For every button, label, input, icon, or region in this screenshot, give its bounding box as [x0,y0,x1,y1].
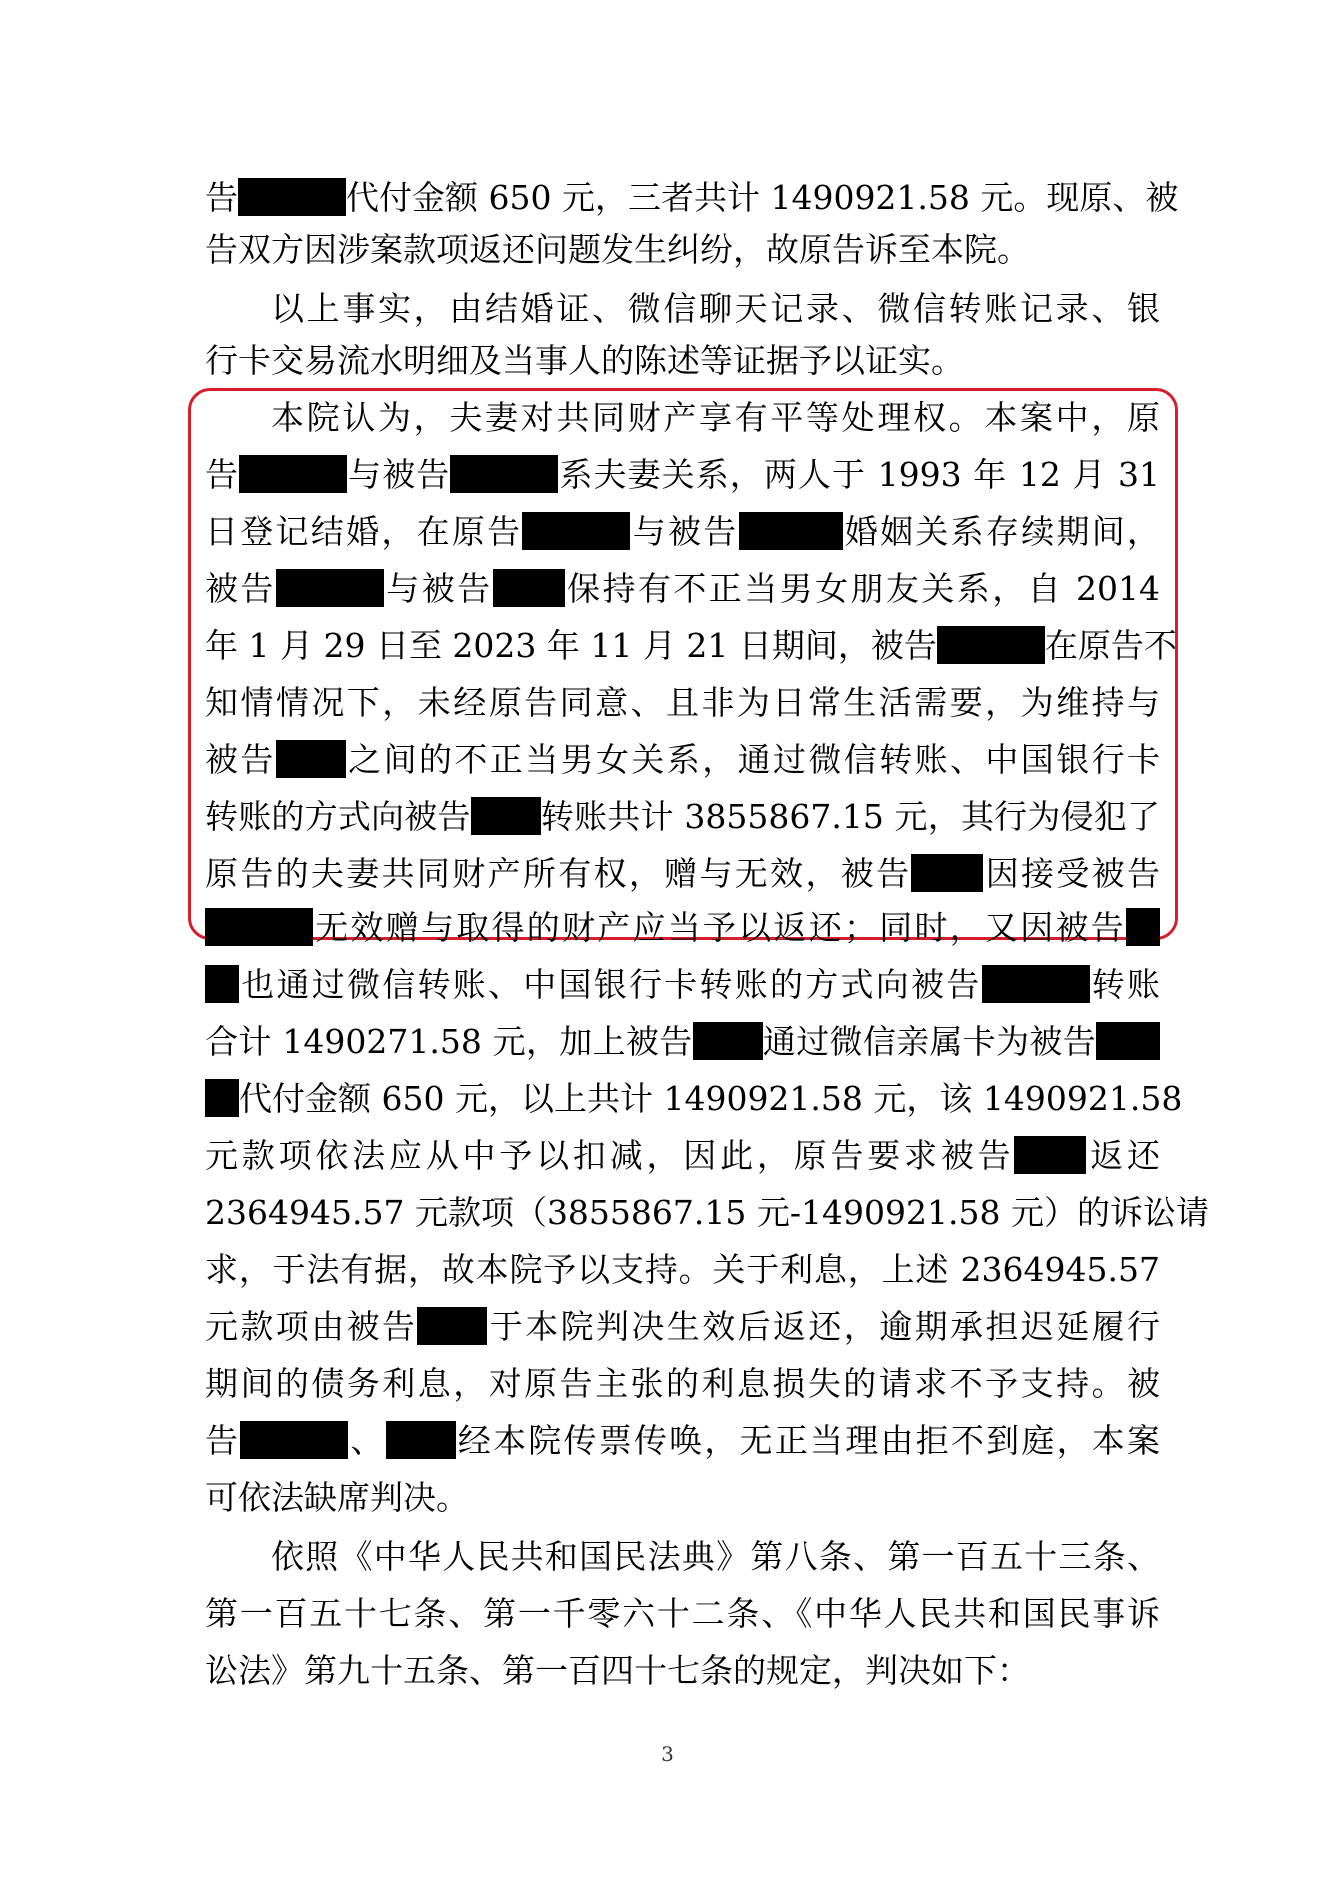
text-segment: 也通过微信转账、中国银行卡转账的方式向被告 [239,965,982,1004]
redaction-block [205,1079,239,1117]
text-segment: 在原告不 [1044,626,1177,665]
text-segment: 本院认为，夫妻对共同财产享有平等处理权。本案中，原 [271,398,1160,437]
text-line [205,224,1160,276]
text-line [205,734,1160,786]
text-segment: 行卡交易流水明细及当事人的陈述等证据予以证实。 [205,341,964,380]
text-line [205,506,1160,558]
text-line [205,1244,1160,1296]
text-segment: 、 [348,1421,386,1460]
text-line [271,283,1160,335]
text-segment: 经本院传票传唤，无正当理由拒不到庭，本案 [455,1421,1161,1460]
redaction-block [205,965,239,1003]
text-segment: 期间的债务利息，对原告主张的利息损失的请求不予支持。被 [205,1364,1160,1403]
text-segment: 元款项由被告 [205,1307,418,1346]
text-segment: 被告 [205,740,276,779]
redaction-block [493,569,565,607]
redaction-block [205,908,313,946]
text-line [205,1472,1160,1524]
redaction-block [471,797,541,835]
text-segment: 转账的方式向被告 [205,797,471,836]
redaction-block [417,1307,487,1345]
text-segment: 可依法缺席判决。 [205,1478,469,1517]
redaction-block [739,512,843,550]
text-segment: 之间的不正当男女关系，通过微信转账、中国银行卡 [345,740,1161,779]
text-segment: 元款项依法应从中予以扣减，因此，原告要求被告 [205,1136,1015,1175]
text-line [205,563,1160,615]
text-line [205,1016,1160,1068]
text-segment: 告 [205,178,238,217]
text-segment: 知情情况下，未经原告同意、且非为日常生活需要，为维持与 [205,683,1160,722]
text-line [205,959,1160,1011]
text-line [205,848,1160,900]
text-segment: 被告 [205,569,276,608]
text-segment: 因接受被告 [983,854,1161,893]
redaction-block [276,740,346,778]
text-segment: 转账共计 3855867.15 元，其行为侵犯了 [540,797,1161,836]
page-number: 3 [661,1742,674,1766]
text-line [271,1531,1160,1583]
text-segment: 转账 [1089,965,1160,1004]
text-line [205,1415,1160,1467]
redaction-block [522,512,630,550]
redaction-block [1096,1022,1160,1060]
text-segment: 2364945.57 元款项（3855867.15 元-1490921.58 元）的诉讼请 [205,1193,1209,1232]
text-segment: 依照《中华人民共和国民法典》第八条、第一百五十三条、 [271,1537,1160,1576]
text-segment: 日登记结婚，在原告 [205,512,523,551]
text-line [271,392,1160,444]
redaction-block [276,569,384,607]
text-segment: 告 [205,455,240,494]
text-segment: 于本院判决生效后返还，逾期承担迟延履行 [487,1307,1161,1346]
text-line [205,449,1160,501]
redaction-block [937,626,1045,664]
text-line [205,1358,1160,1410]
text-segment: 代付金额 650 元，以上共计 1490921.58 元，该 1490921.58 [239,1079,1183,1118]
text-segment: 与被告 [383,569,493,608]
text-line [205,1130,1160,1182]
text-line [205,902,1160,954]
text-segment: 第一百五十七条、第一千零六十二条、《中华人民共和国民事诉 [205,1594,1160,1633]
text-segment: 告 [205,1421,241,1460]
text-segment: 无效赠与取得的财产应当予以返还；同时，又因被告 [313,908,1126,947]
text-segment: 保持有不正当男女朋友关系，自 2014 [564,569,1161,608]
text-line [205,791,1160,843]
redaction-block [386,1421,456,1459]
text-segment: 返还 [1086,1136,1161,1175]
text-segment: 与被告 [347,455,451,494]
redaction-block [911,854,983,892]
redaction-block [1126,908,1160,946]
redaction-block [240,1421,348,1459]
text-segment: 以上事实，由结婚证、微信聊天记录、微信转账记录、银 [271,289,1160,328]
text-line [205,677,1160,729]
text-segment: 与被告 [630,512,739,551]
text-line [205,1073,1183,1125]
redaction-block [693,1022,763,1060]
redaction-block [238,178,346,216]
text-line [205,1645,1160,1697]
redaction-block [1014,1136,1086,1174]
text-line [205,1301,1160,1353]
text-segment: 原告的夫妻共同财产所有权，赠与无效，被告 [205,854,912,893]
text-segment: 通过微信亲属卡为被告 [762,1022,1096,1061]
text-segment: 告双方因涉案款项返还问题发生纠纷，故原告诉至本院。 [205,230,1030,269]
redaction-block [982,965,1090,1003]
text-segment: 年 1 月 29 日至 2023 年 11 月 21 日期间，被告 [205,626,937,665]
text-segment: 讼法》第九十五条、第一百四十七条的规定，判决如下： [205,1651,1030,1690]
text-line [205,172,1179,224]
text-segment: 婚姻关系存续期间， [842,512,1161,551]
text-segment: 代付金额 650 元，三者共计 1490921.58 元。现原、被 [346,178,1179,217]
text-segment: 系夫妻关系，两人于 1993 年 12 月 31 [558,455,1161,494]
redaction-block [239,455,347,493]
text-line [205,1588,1160,1640]
redaction-block [450,455,558,493]
text-line [205,335,1160,387]
text-line [205,1187,1209,1239]
text-segment: 求，于法有据，故本院予以支持。关于利息，上述 2364945.57 [205,1250,1160,1289]
text-line [205,620,1177,672]
text-segment: 合计 1490271.58 元，加上被告 [205,1022,693,1061]
